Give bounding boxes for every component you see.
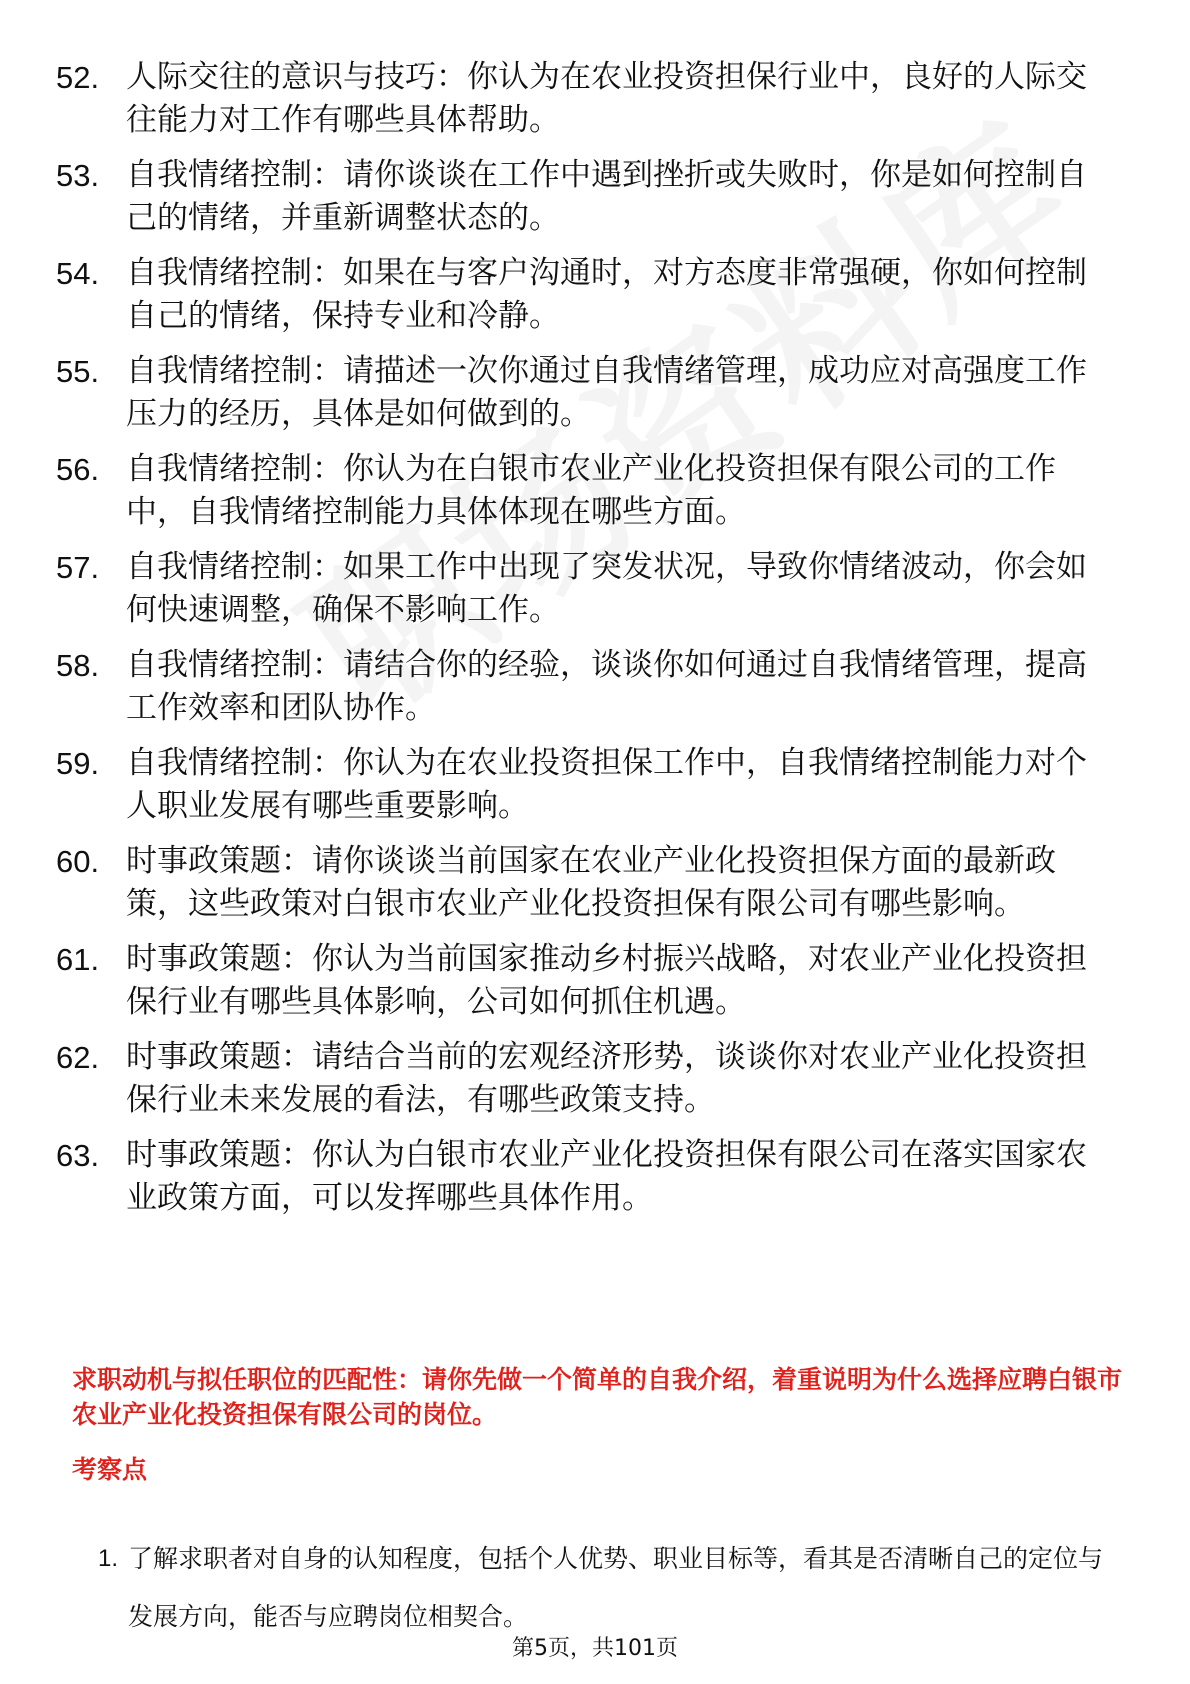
question-item: [0, 546, 1190, 632]
question-item: [0, 644, 1190, 730]
section-label: 考察点: [72, 1455, 148, 1484]
highlight-question: 求职动机与拟任职位的匹配性：请你先做一个简单的自我介绍，着重说明为什么选择应聘白银市农业产业化投资担保有限公司的岗位。: [72, 1365, 1123, 1429]
question-item: [0, 1134, 1190, 1220]
question-number: 53.: [56, 158, 100, 193]
page-footer: 第5页，共101页: [512, 1636, 678, 1661]
question-item: [0, 154, 1190, 240]
question-text: 自我情绪控制：请结合你的经验，谈谈你如何通过自我情绪管理，提高工作效率和团队协作。: [126, 647, 1087, 726]
question-text: 时事政策题：请你谈谈当前国家在农业产业化投资担保方面的最新政策，这些政策对白银市农业产业化投资担保有限公司有哪些影响。: [126, 843, 1056, 922]
question-item: [0, 742, 1190, 828]
question-text: 自我情绪控制：如果工作中出现了突发状况，导致你情绪波动，你会如何快速调整，确保不影响工作。: [126, 549, 1087, 628]
point-text: 了解求职者对自身的认知程度，包括个人优势、职业目标等，看其是否清晰自己的定位与发展方向，能否与应聘岗位相契合。: [128, 1544, 1104, 1631]
question-item: [0, 448, 1190, 534]
question-text: 时事政策题：你认为白银市农业产业化投资担保有限公司在落实国家农业政策方面，可以发挥哪些具体作用。: [126, 1137, 1087, 1216]
question-item: [0, 252, 1190, 338]
question-number: 62.: [56, 1040, 100, 1075]
question-item: [0, 350, 1190, 436]
question-number: 56.: [56, 452, 100, 487]
list-item: [0, 1530, 1190, 1646]
question-number: 57.: [56, 550, 100, 585]
question-number: 63.: [56, 1138, 100, 1173]
question-list: [0, 56, 1190, 1232]
question-text: 人际交往的意识与技巧：你认为在农业投资担保行业中，良好的人际交往能力对工作有哪些具体帮助。: [126, 59, 1087, 138]
question-item: [0, 938, 1190, 1024]
question-number: 61.: [56, 942, 100, 977]
point-number: 1.: [98, 1545, 119, 1572]
question-number: 60.: [56, 844, 100, 879]
question-number: 52.: [56, 60, 100, 95]
question-number: 59.: [56, 746, 100, 781]
question-number: 54.: [56, 256, 100, 291]
question-text: 时事政策题：请结合当前的宏观经济形势，谈谈你对农业产业化投资担保行业未来发展的看法，有哪些政策支持。: [126, 1039, 1087, 1118]
question-text: 时事政策题：你认为当前国家推动乡村振兴战略，对农业产业化投资担保行业有哪些具体影响，公司如何抓住机遇。: [126, 941, 1087, 1020]
question-text: 自我情绪控制：你认为在农业投资担保工作中，自我情绪控制能力对个人职业发展有哪些重要影响。: [126, 745, 1087, 824]
question-text: 自我情绪控制：请你谈谈在工作中遇到挫折或失败时，你是如何控制自己的情绪，并重新调整状态的。: [126, 157, 1087, 236]
question-number: 55.: [56, 354, 100, 389]
question-number: 58.: [56, 648, 100, 683]
question-text: 自我情绪控制：如果在与客户沟通时，对方态度非常强硬，你如何控制自己的情绪，保持专业和冷静。: [126, 255, 1087, 334]
question-item: [0, 56, 1190, 142]
question-text: 自我情绪控制：请描述一次你通过自我情绪管理，成功应对高强度工作压力的经历，具体是如何做到的。: [126, 353, 1087, 432]
question-text: 自我情绪控制：你认为在白银市农业产业化投资担保有限公司的工作中，自我情绪控制能力具体体现在哪些方面。: [126, 451, 1056, 530]
question-item: [0, 840, 1190, 926]
question-item: [0, 1036, 1190, 1122]
